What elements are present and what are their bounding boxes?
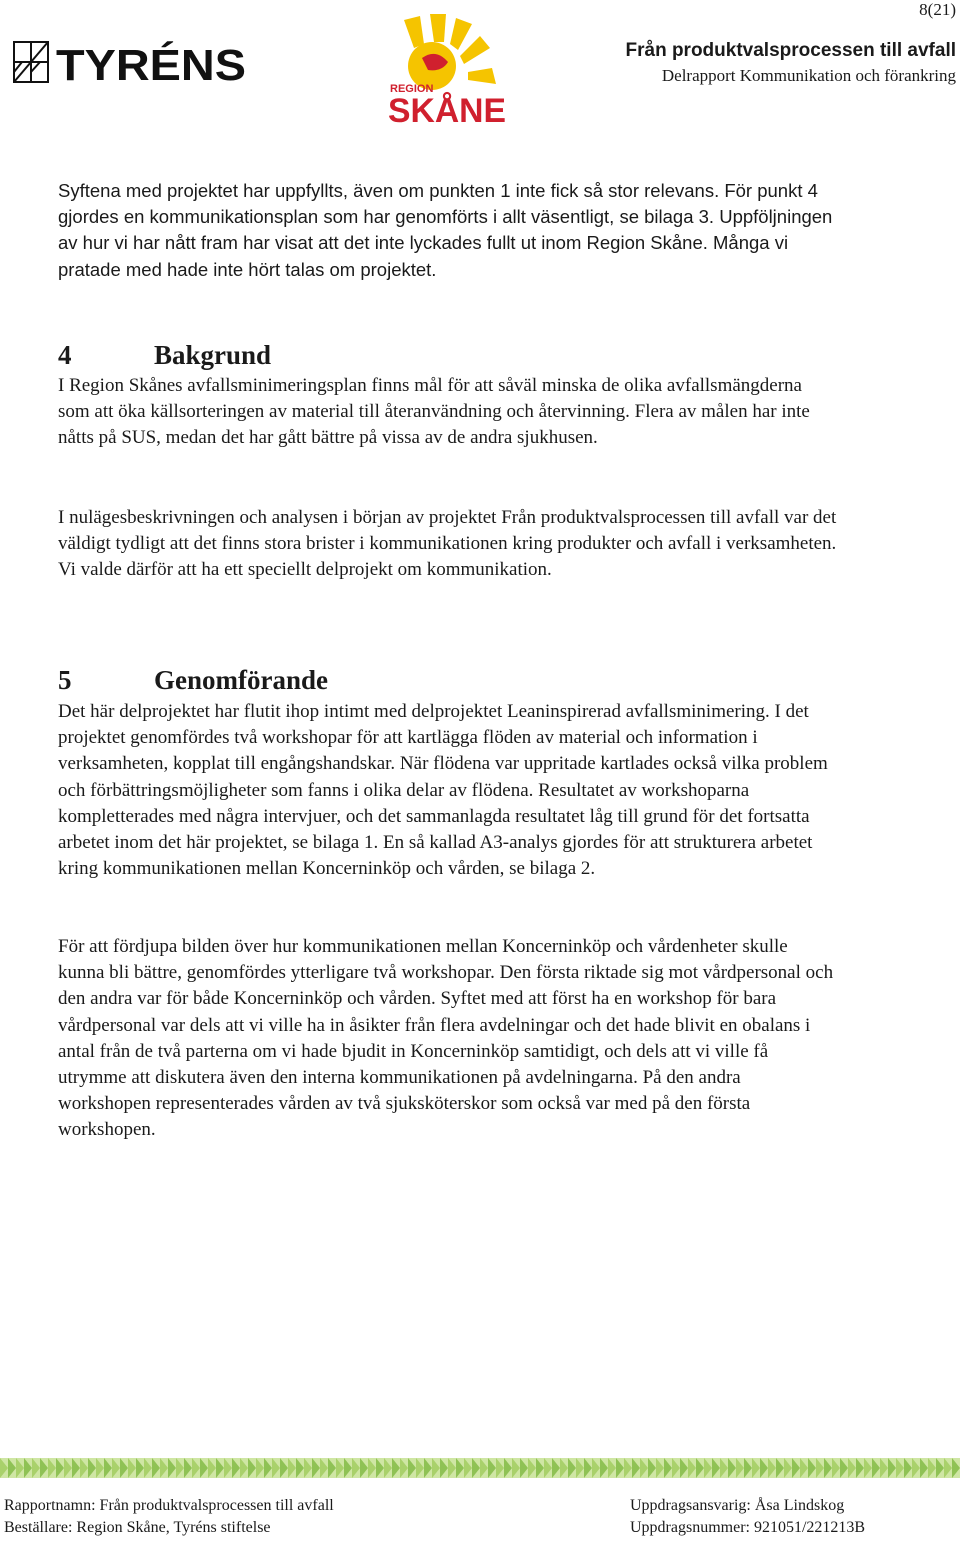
header-title: Från produktvalsprocessen till avfall bbox=[625, 40, 956, 61]
footer-assignment-number: Uppdragsnummer: 921051/221213B bbox=[630, 1519, 866, 1536]
intro-paragraph: Syftena med projektet har uppfyllts, även om punkten 1 inte fick så stor relevans. För punkt 4 gjordes en kommunikationsplan som har genomförts i allt väsentligt, se bilaga 3. Uppföljningen av hur vi har nått fram har visat att det inte lyckades fullt ut inom Region Skåne. Många vi pratade med hade inte hört talas om projektet. bbox=[58, 180, 833, 280]
section-5-paragraph-2: För att fördjupa bilden över hur kommunikationen mellan Koncerninköp och vårdenheter skulle kunna bli bättre, genomfördes ytterligare två workshopar. Den första riktade sig mot vårdpersonal och den andra var för både Koncerninköp och vården. Syftet med att först ha en workshop för bara vårdpersonal var dels att vi ville ha in åsikter från flera avdelningar och det hade blivit en obalans i antal från de två parterna om vi hade bjudit in Koncerninköp samtidigt, och dels att vi ville få utrymme att diskutera även den interna kommunikationen på avdelningarna. På den andra workshopen representerades vården av två sjuksköterskor som också var med på den första workshopen. bbox=[58, 936, 834, 1141]
section-4-number: 4 bbox=[58, 340, 72, 370]
section-5-paragraph-1: Det här delprojektet har flutit ihop intimt med delprojektet Leaninspirerad avfallsminimering. I det projektet genomfördes två workshopar för att kartlägga flöden av material och information i verksamheten, kopplat till engångshandskar. När flödena var uppritade kartlades också vilka problem och förbättringsmöjligheter som fanns i olika delar av flödena. Resultatet av workshoparna kompletterades med några intervjuer, och det sammanlagda resultatet låg till grund för det fortsatta arbetet inom det här projektet, se bilaga 1. En så kallad A3-analys gjordes för att strukturera arbetet kring kommunikationen mellan Koncerninköp och vården, se bilaga 2. bbox=[58, 701, 828, 880]
section-5-heading bbox=[58, 665, 328, 696]
footer-pattern-band bbox=[0, 1458, 960, 1478]
header-subtitle: Delrapport Kommunikation och förankring bbox=[661, 66, 956, 85]
footer-report-name: Rapportnamn: Från produktvalsprocessen till avfall bbox=[4, 1497, 334, 1514]
region-skane-logo bbox=[384, 14, 510, 126]
tyrens-logo-text: TYRÉNS bbox=[56, 41, 235, 86]
skane-label: SKÅNE bbox=[388, 92, 506, 126]
section-4-paragraph-1: I Region Skånes avfallsminimeringsplan finns mål för att såväl minska de olika avfallsmängderna som att öka källsorteringen av material till återanvändning och återvinning. Flera av målen har inte nåtts på SUS, medan det har gått bättre på vissa av de andra sjukhusen. bbox=[58, 375, 810, 449]
section-5-number: 5 bbox=[58, 665, 72, 695]
region-label: REGION bbox=[390, 83, 434, 95]
page-number: 8(21) bbox=[919, 0, 956, 19]
footer-responsible: Uppdragsansvarig: Åsa Lindskog bbox=[630, 1497, 845, 1514]
section-4-title: Bakgrund bbox=[154, 340, 272, 370]
section-4-paragraph-2: I nulägesbeskrivningen och analysen i början av projektet Från produktvalsprocessen till avfall var det väldigt tydligt att det finns stora brister i kommunikationen kring produkter och avfall i verksamheten. Vi valde därför att ha ett speciellt delprojekt om kommunikation. bbox=[58, 507, 837, 581]
sun-rays-icon bbox=[404, 14, 496, 90]
footer-client: Beställare: Region Skåne, Tyréns stiftelse bbox=[4, 1519, 271, 1536]
section-5-title: Genomförande bbox=[154, 665, 328, 695]
tyrens-logo bbox=[12, 38, 252, 86]
section-4-heading bbox=[58, 340, 271, 371]
